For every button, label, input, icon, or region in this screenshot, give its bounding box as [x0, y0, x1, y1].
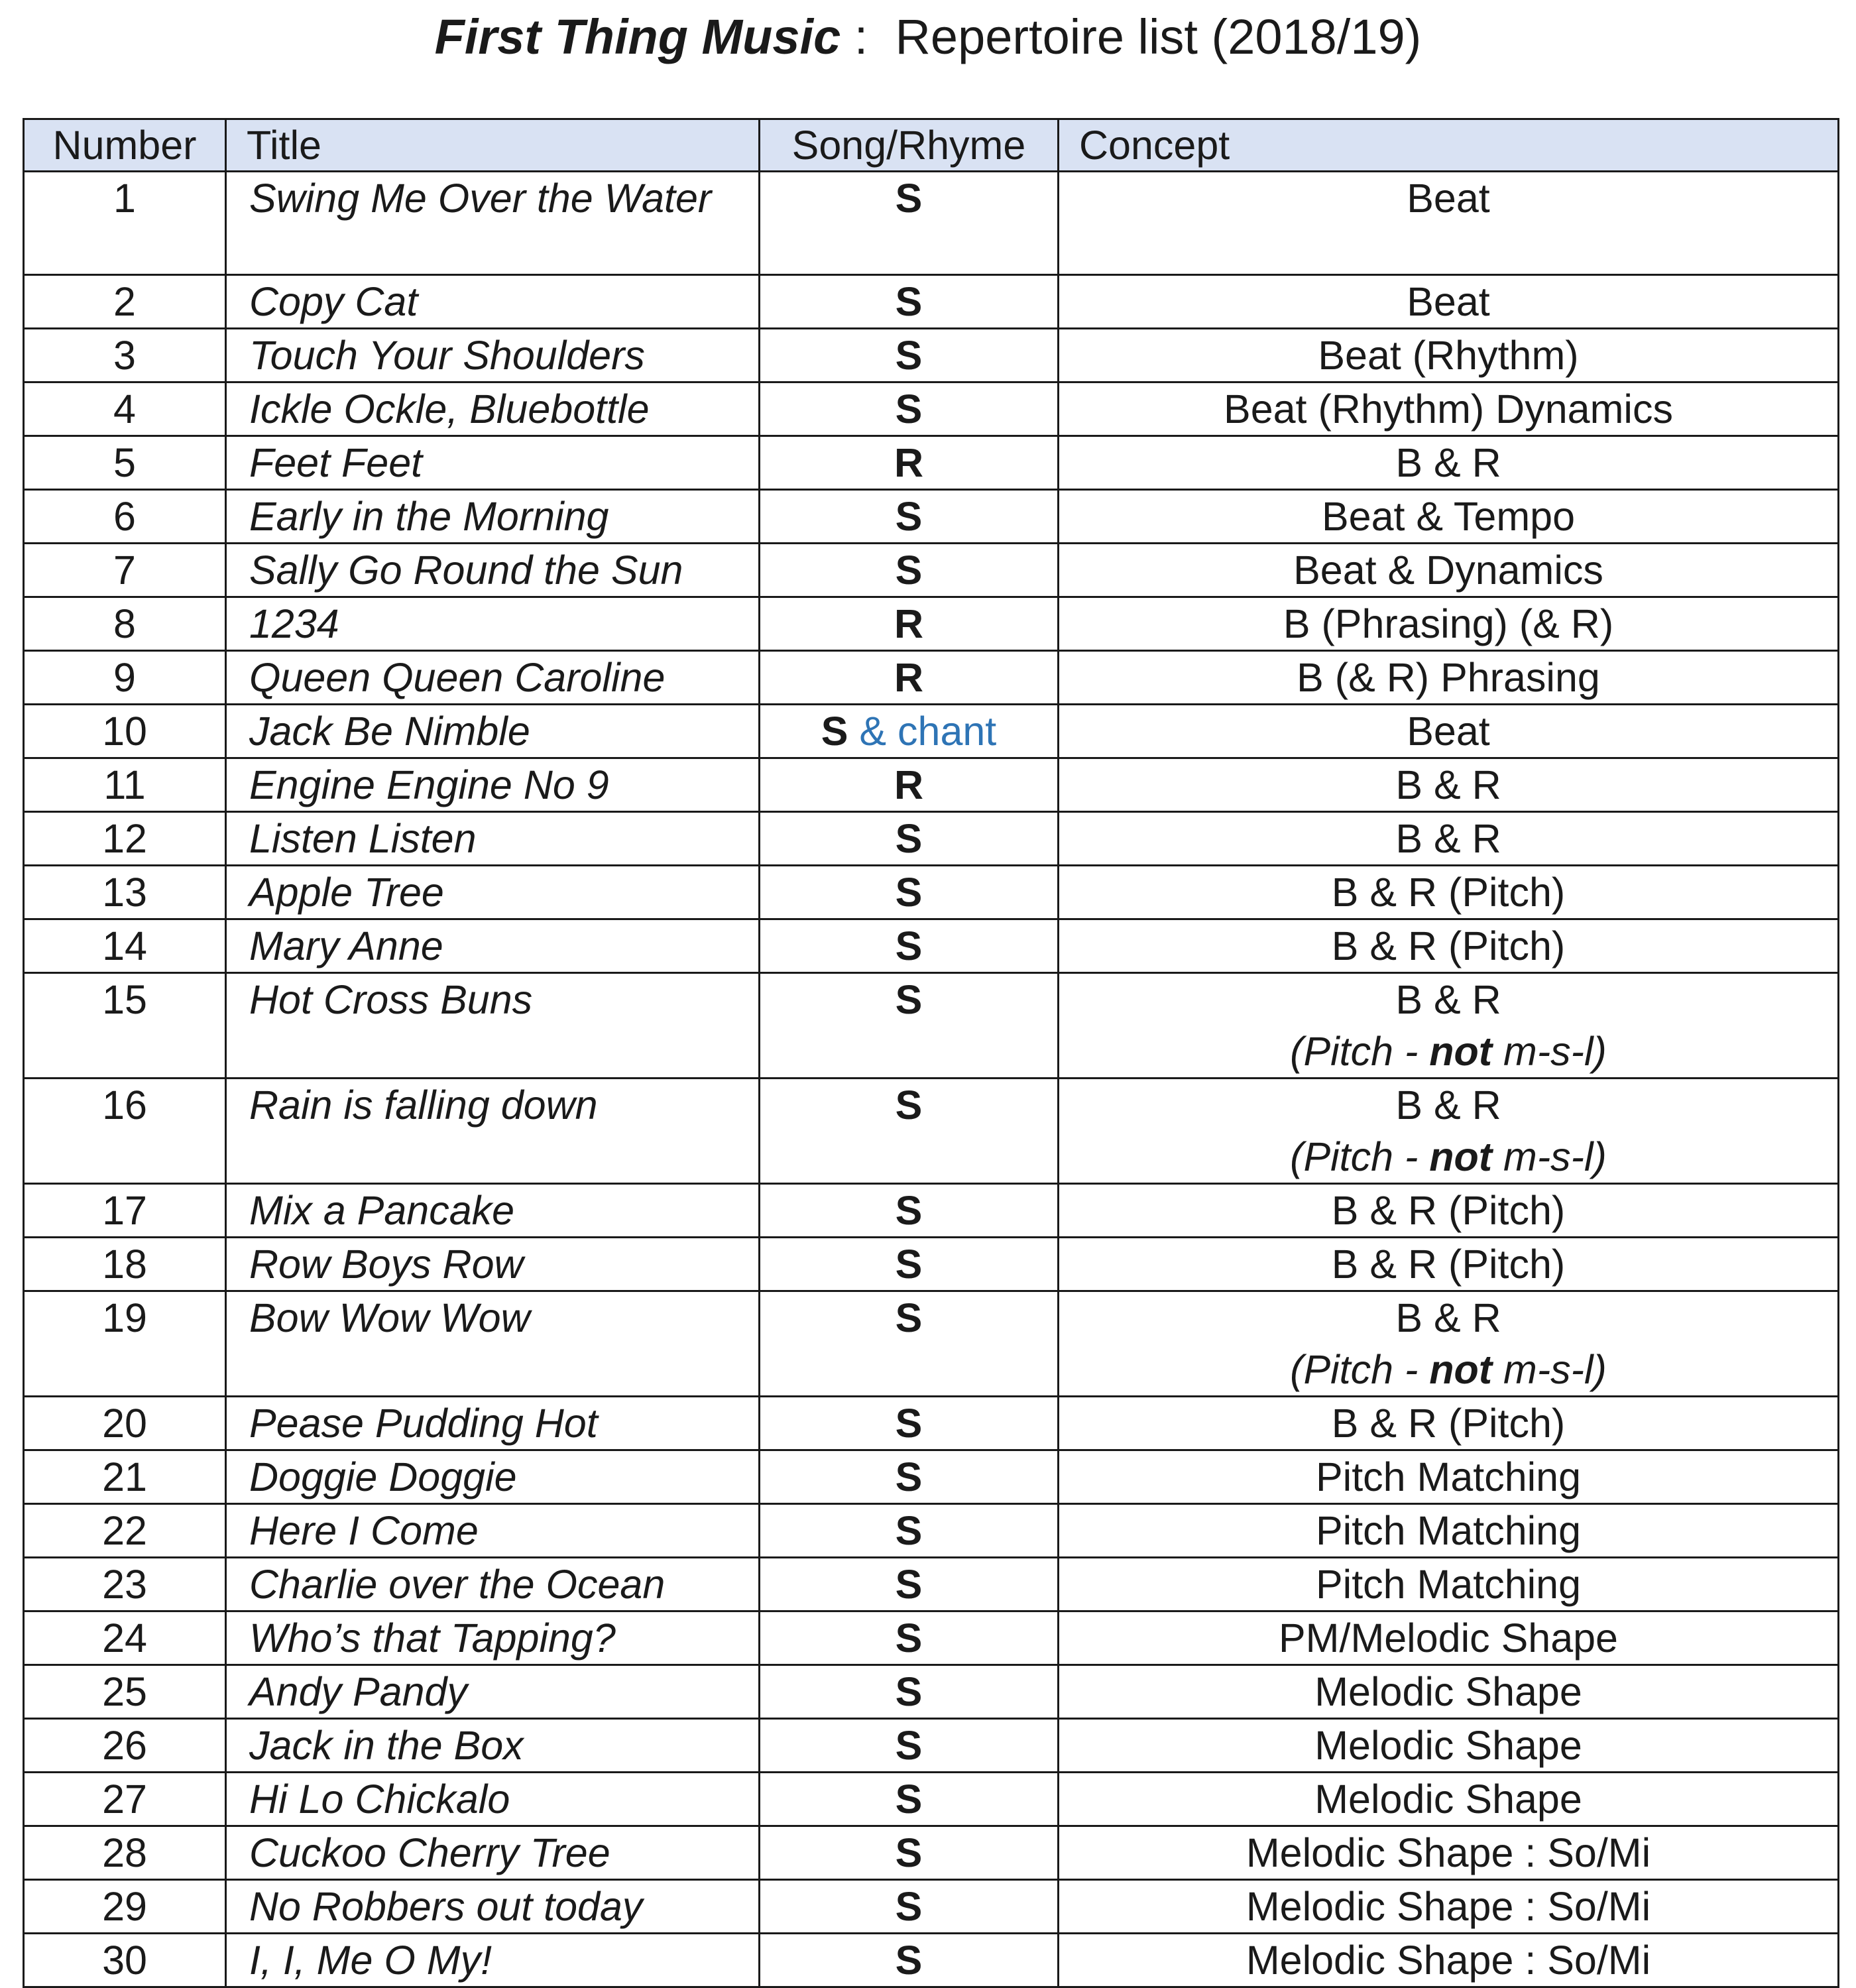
row-number: 5	[24, 436, 226, 490]
row-number: 9	[24, 651, 226, 705]
row-song-rhyme	[760, 1665, 1059, 1719]
row-song-rhyme	[760, 1079, 1059, 1184]
table-row	[24, 1611, 1839, 1665]
row-song-rhyme	[760, 490, 1059, 544]
concept-text: B & R	[1395, 440, 1501, 485]
concept-text: Beat & Dynamics	[1293, 548, 1603, 593]
row-number: 22	[24, 1504, 226, 1558]
row-song-rhyme	[760, 1184, 1059, 1238]
concept-text: Beat	[1407, 279, 1490, 324]
row-title: Listen Listen	[226, 812, 760, 866]
row-concept	[1059, 1773, 1839, 1826]
title-subtitle: Repertoire list (2018/19)	[895, 9, 1422, 64]
row-song-rhyme	[760, 866, 1059, 919]
pitch-note-emphasis: not	[1429, 1029, 1493, 1074]
row-number: 29	[24, 1880, 226, 1934]
row-title: Swing Me Over the Water	[226, 172, 760, 275]
table-row	[24, 1238, 1839, 1291]
row-song-rhyme	[760, 651, 1059, 705]
table-row	[24, 651, 1839, 705]
row-title: Doggie Doggie	[226, 1450, 760, 1504]
row-concept	[1059, 1880, 1839, 1934]
song-rhyme-code: S	[895, 870, 923, 915]
concept-text: Melodic Shape	[1314, 1723, 1582, 1768]
row-number: 24	[24, 1611, 226, 1665]
table-row	[24, 1397, 1839, 1450]
pitch-note	[1066, 1344, 1831, 1395]
row-number: 1	[24, 172, 226, 275]
concept-text: B & R (Pitch)	[1331, 1401, 1566, 1446]
row-number: 12	[24, 812, 226, 866]
pitch-note-suffix: m-s-l)	[1492, 1347, 1607, 1392]
row-concept	[1059, 544, 1839, 597]
concept-text: B & R (Pitch)	[1331, 1242, 1566, 1287]
row-number: 20	[24, 1397, 226, 1450]
pitch-note	[1066, 1025, 1831, 1077]
row-number: 21	[24, 1450, 226, 1504]
row-number: 26	[24, 1719, 226, 1773]
row-number: 2	[24, 275, 226, 329]
row-concept	[1059, 329, 1839, 382]
row-concept	[1059, 866, 1839, 919]
row-concept	[1059, 1291, 1839, 1397]
song-rhyme-code: S	[895, 1242, 923, 1287]
row-song-rhyme	[760, 1719, 1059, 1773]
brand-name: First Thing Music	[434, 9, 841, 64]
row-song-rhyme	[760, 1238, 1059, 1291]
row-title: Copy Cat	[226, 275, 760, 329]
concept-text: Melodic Shape	[1314, 1777, 1582, 1822]
row-title: Bow Wow Wow	[226, 1291, 760, 1397]
song-rhyme-code: S	[895, 1938, 923, 1983]
row-concept	[1059, 1665, 1839, 1719]
song-rhyme-code: S	[895, 279, 923, 324]
row-song-rhyme	[760, 544, 1059, 597]
song-rhyme-code: S	[895, 977, 923, 1022]
header-concept: Concept	[1059, 119, 1839, 172]
row-number: 6	[24, 490, 226, 544]
row-concept	[1059, 275, 1839, 329]
concept-text: B & R	[1395, 977, 1501, 1022]
row-song-rhyme	[760, 1773, 1059, 1826]
row-song-rhyme	[760, 758, 1059, 812]
row-title: Pease Pudding Hot	[226, 1397, 760, 1450]
concept-text: B & R (Pitch)	[1331, 870, 1566, 915]
row-number: 23	[24, 1558, 226, 1611]
row-song-rhyme	[760, 1611, 1059, 1665]
row-title: Early in the Morning	[226, 490, 760, 544]
row-song-rhyme	[760, 436, 1059, 490]
table-header-row	[24, 119, 1839, 172]
song-rhyme-code: S	[895, 1884, 923, 1929]
title-separator: :	[841, 9, 896, 64]
row-concept	[1059, 1826, 1839, 1880]
pitch-note-emphasis: not	[1429, 1347, 1493, 1392]
song-rhyme-code: R	[894, 601, 924, 646]
row-title: Charlie over the Ocean	[226, 1558, 760, 1611]
row-song-rhyme	[760, 1291, 1059, 1397]
row-title: Hot Cross Buns	[226, 973, 760, 1079]
song-rhyme-code: S	[895, 816, 923, 861]
row-song-rhyme	[760, 705, 1059, 758]
table-row	[24, 758, 1839, 812]
concept-text: PM/Melodic Shape	[1279, 1615, 1618, 1661]
table-row	[24, 1880, 1839, 1934]
row-concept	[1059, 1504, 1839, 1558]
header-number: Number	[24, 119, 226, 172]
concept-text: Pitch Matching	[1315, 1508, 1582, 1553]
row-number: 16	[24, 1079, 226, 1184]
table-row	[24, 866, 1839, 919]
row-title: Touch Your Shoulders	[226, 329, 760, 382]
row-title: Andy Pandy	[226, 1665, 760, 1719]
row-number: 11	[24, 758, 226, 812]
table-row	[24, 1558, 1839, 1611]
concept-text: B & R (Pitch)	[1331, 923, 1566, 968]
concept-text: Melodic Shape : So/Mi	[1246, 1830, 1651, 1875]
table-row	[24, 1665, 1839, 1719]
row-concept	[1059, 1611, 1839, 1665]
row-song-rhyme	[760, 275, 1059, 329]
row-song-rhyme	[760, 1558, 1059, 1611]
song-rhyme-code: S	[895, 1562, 923, 1607]
row-concept	[1059, 436, 1839, 490]
table-row	[24, 1504, 1839, 1558]
song-rhyme-code: S	[895, 333, 923, 378]
row-title: Sally Go Round the Sun	[226, 544, 760, 597]
table-row	[24, 1934, 1839, 1987]
concept-text: Melodic Shape : So/Mi	[1246, 1938, 1651, 1983]
row-song-rhyme	[760, 1450, 1059, 1504]
song-rhyme-code: S	[895, 1723, 923, 1768]
row-song-rhyme	[760, 329, 1059, 382]
row-number: 27	[24, 1773, 226, 1826]
table-row	[24, 436, 1839, 490]
table-row	[24, 1184, 1839, 1238]
header-title: Title	[226, 119, 760, 172]
row-number: 25	[24, 1665, 226, 1719]
concept-text: Beat (Rhythm) Dynamics	[1224, 386, 1673, 432]
row-concept	[1059, 1184, 1839, 1238]
row-title: No Robbers out today	[226, 1880, 760, 1934]
concept-text: Beat & Tempo	[1321, 494, 1576, 539]
row-song-rhyme	[760, 172, 1059, 275]
row-title: Who’s that Tapping?	[226, 1611, 760, 1665]
row-concept	[1059, 973, 1839, 1079]
header-song-rhyme: Song/Rhyme	[760, 119, 1059, 172]
concept-text: Melodic Shape : So/Mi	[1246, 1884, 1651, 1929]
row-song-rhyme	[760, 1826, 1059, 1880]
table-row	[24, 1079, 1839, 1184]
song-rhyme-code: S	[895, 386, 923, 432]
row-concept	[1059, 705, 1839, 758]
concept-text: B & R	[1395, 1295, 1501, 1340]
song-rhyme-code: S	[895, 1669, 923, 1714]
row-title: I, I, Me O My!	[226, 1934, 760, 1987]
row-concept	[1059, 1079, 1839, 1184]
row-song-rhyme	[760, 1397, 1059, 1450]
concept-text: B (Phrasing) (& R)	[1283, 601, 1614, 646]
pitch-note-emphasis: not	[1429, 1134, 1493, 1179]
song-rhyme-code: S	[895, 1508, 923, 1553]
row-number: 28	[24, 1826, 226, 1880]
row-title: 1234	[226, 597, 760, 651]
pitch-note-prefix: (Pitch -	[1290, 1134, 1430, 1179]
table-row	[24, 1450, 1839, 1504]
row-song-rhyme	[760, 919, 1059, 973]
song-rhyme-code: S	[895, 1401, 923, 1446]
row-concept	[1059, 382, 1839, 436]
song-rhyme-code: S	[895, 1188, 923, 1233]
pitch-note	[1066, 1131, 1831, 1183]
table-row	[24, 973, 1839, 1079]
table-row	[24, 597, 1839, 651]
concept-text: B & R (Pitch)	[1331, 1188, 1566, 1233]
row-title: Queen Queen Caroline	[226, 651, 760, 705]
table-row	[24, 275, 1839, 329]
row-number: 19	[24, 1291, 226, 1397]
concept-text: B (& R) Phrasing	[1297, 655, 1600, 700]
song-rhyme-code: S	[895, 1777, 923, 1822]
row-concept	[1059, 1934, 1839, 1987]
row-number: 10	[24, 705, 226, 758]
row-concept	[1059, 172, 1839, 275]
row-title: Feet Feet	[226, 436, 760, 490]
song-rhyme-extra: & chant	[848, 709, 997, 754]
table-row	[24, 490, 1839, 544]
row-title: Mix a Pancake	[226, 1184, 760, 1238]
row-title: Engine Engine No 9	[226, 758, 760, 812]
row-concept	[1059, 1558, 1839, 1611]
concept-text: B & R	[1395, 762, 1501, 807]
row-concept	[1059, 919, 1839, 973]
concept-text: Beat (Rhythm)	[1318, 333, 1579, 378]
row-number: 18	[24, 1238, 226, 1291]
row-title: Row Boys Row	[226, 1238, 760, 1291]
row-song-rhyme	[760, 1504, 1059, 1558]
row-number: 8	[24, 597, 226, 651]
song-rhyme-code: R	[894, 655, 924, 700]
table-row	[24, 329, 1839, 382]
song-rhyme-code: S	[821, 709, 848, 754]
row-concept	[1059, 597, 1839, 651]
song-rhyme-code: R	[894, 440, 924, 485]
song-rhyme-code: S	[895, 1082, 923, 1128]
row-number: 17	[24, 1184, 226, 1238]
song-rhyme-code: S	[895, 494, 923, 539]
table-row	[24, 812, 1839, 866]
row-number: 3	[24, 329, 226, 382]
song-rhyme-code: S	[895, 1615, 923, 1661]
song-rhyme-code: S	[895, 1830, 923, 1875]
row-concept	[1059, 651, 1839, 705]
row-number: 7	[24, 544, 226, 597]
concept-text: Pitch Matching	[1315, 1454, 1582, 1499]
row-concept	[1059, 490, 1839, 544]
concept-text: Beat	[1407, 176, 1490, 221]
concept-text: Melodic Shape	[1314, 1669, 1582, 1714]
row-concept	[1059, 758, 1839, 812]
song-rhyme-code: S	[895, 923, 923, 968]
concept-text: Beat	[1407, 709, 1490, 754]
row-concept	[1059, 1450, 1839, 1504]
pitch-note-prefix: (Pitch -	[1290, 1347, 1430, 1392]
row-number: 13	[24, 866, 226, 919]
row-number: 4	[24, 382, 226, 436]
page-title	[0, 5, 1856, 69]
row-song-rhyme	[760, 1934, 1059, 1987]
row-concept	[1059, 1719, 1839, 1773]
song-rhyme-code: S	[895, 1295, 923, 1340]
song-rhyme-code: S	[895, 176, 923, 221]
row-number: 15	[24, 973, 226, 1079]
row-title: Apple Tree	[226, 866, 760, 919]
concept-text: Pitch Matching	[1315, 1562, 1582, 1607]
pitch-note-suffix: m-s-l)	[1492, 1029, 1607, 1074]
row-number: 14	[24, 919, 226, 973]
table-row	[24, 705, 1839, 758]
table-row	[24, 1291, 1839, 1397]
table-row	[24, 1826, 1839, 1880]
concept-text: B & R	[1395, 1082, 1501, 1128]
table-row	[24, 544, 1839, 597]
song-rhyme-code: S	[895, 1454, 923, 1499]
table-row	[24, 1773, 1839, 1826]
pitch-note-prefix: (Pitch -	[1290, 1029, 1430, 1074]
row-concept	[1059, 812, 1839, 866]
row-song-rhyme	[760, 812, 1059, 866]
row-title: Hi Lo Chickalo	[226, 1773, 760, 1826]
row-title: Ickle Ockle, Bluebottle	[226, 382, 760, 436]
row-number: 30	[24, 1934, 226, 1987]
table-row	[24, 1719, 1839, 1773]
row-title: Here I Come	[226, 1504, 760, 1558]
row-song-rhyme	[760, 597, 1059, 651]
row-song-rhyme	[760, 973, 1059, 1079]
song-rhyme-code: S	[895, 548, 923, 593]
row-title: Cuckoo Cherry Tree	[226, 1826, 760, 1880]
row-title: Mary Anne	[226, 919, 760, 973]
pitch-note-suffix: m-s-l)	[1492, 1134, 1607, 1179]
concept-text: B & R	[1395, 816, 1501, 861]
row-song-rhyme	[760, 1880, 1059, 1934]
row-title: Rain is falling down	[226, 1079, 760, 1184]
row-concept	[1059, 1238, 1839, 1291]
song-rhyme-code: R	[894, 762, 924, 807]
row-concept	[1059, 1397, 1839, 1450]
repertoire-table	[23, 118, 1839, 1988]
table-row	[24, 382, 1839, 436]
table-row	[24, 919, 1839, 973]
row-title: Jack in the Box	[226, 1719, 760, 1773]
row-title: Jack Be Nimble	[226, 705, 760, 758]
row-song-rhyme	[760, 382, 1059, 436]
table-row	[24, 172, 1839, 275]
